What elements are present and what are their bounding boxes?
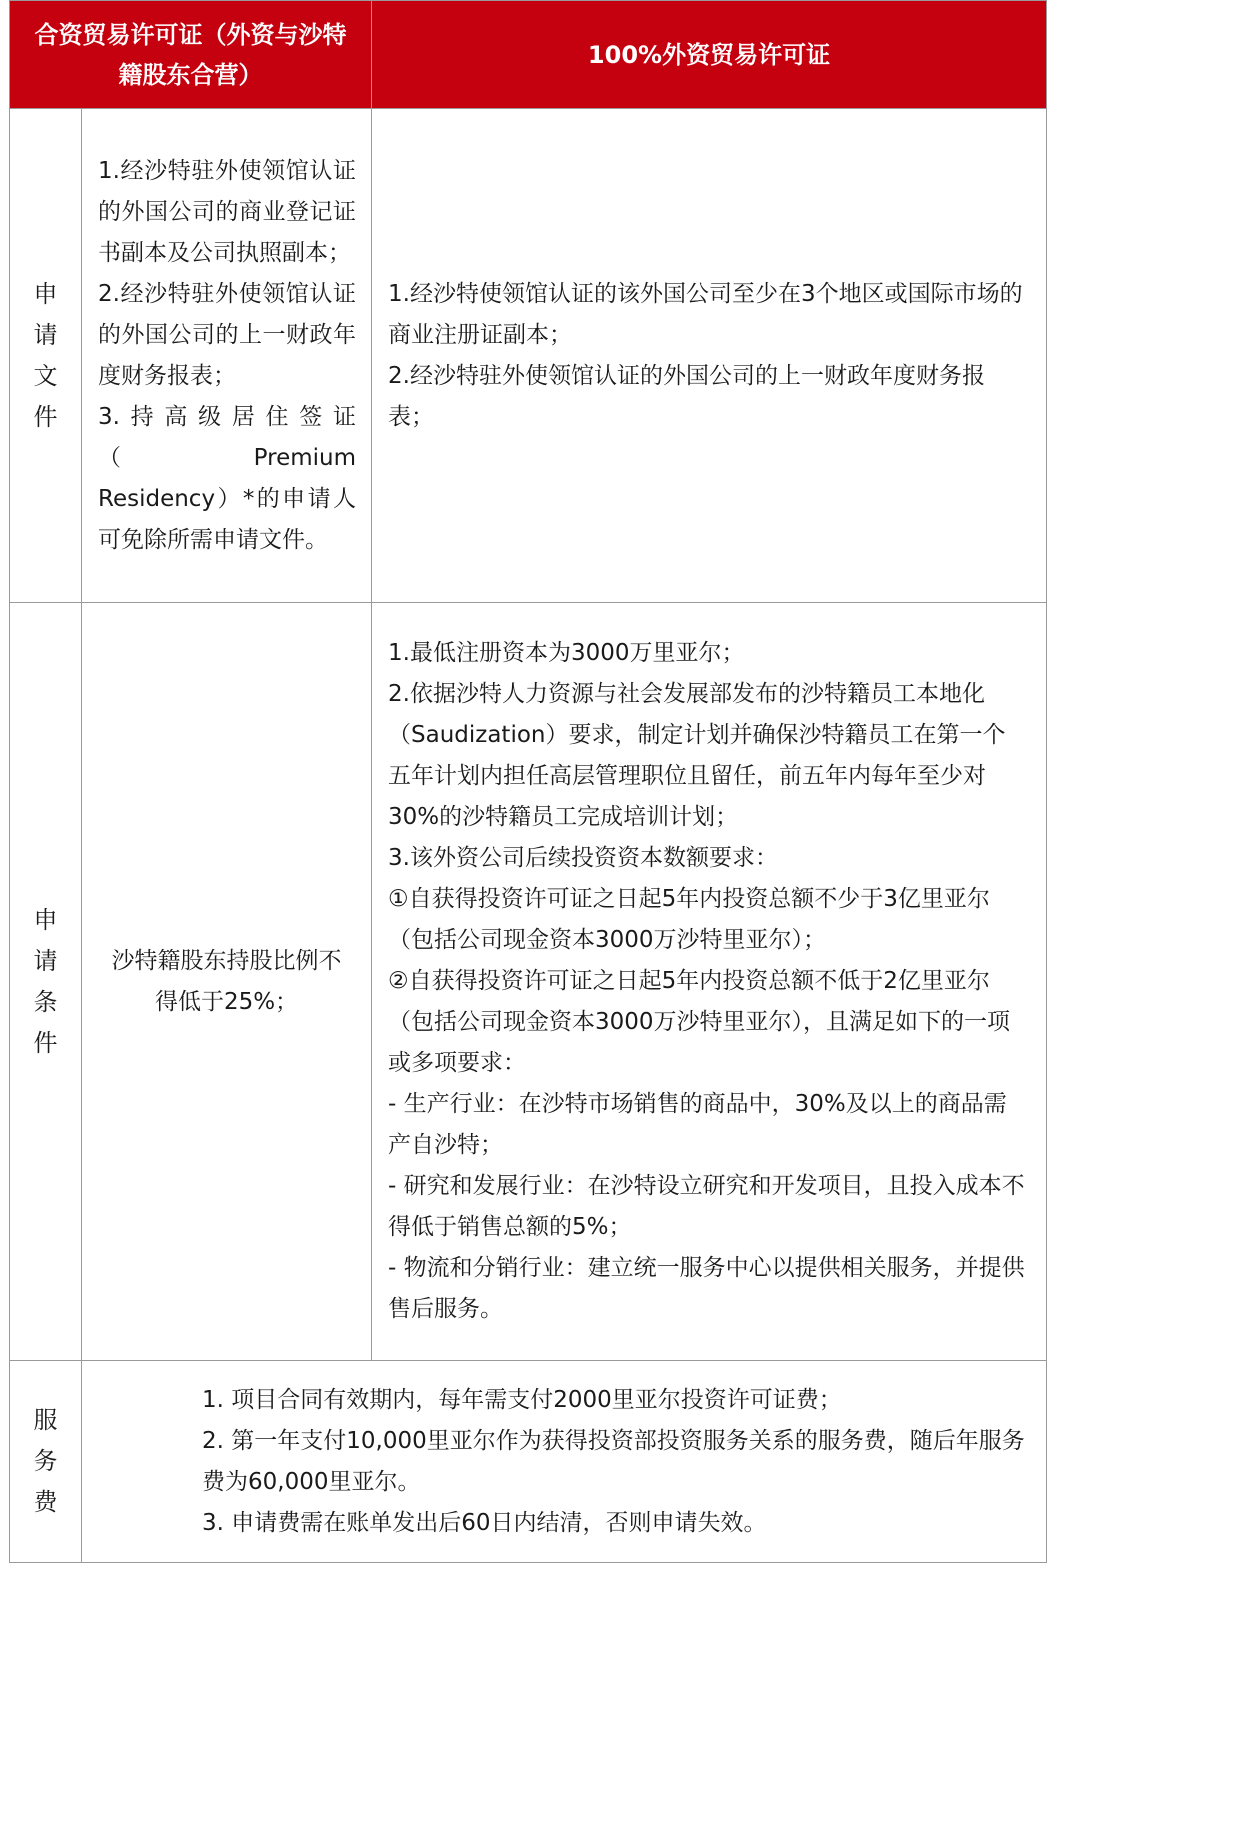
list-item: ②自获得投资许可证之日起5年内投资总额不低于2亿里亚尔（包括公司现金资本3000万沙特里亚尔），且满足如下的一项或多项要求：: [388, 968, 1011, 1076]
label-char: 务: [33, 1447, 58, 1475]
list-item: 1.经沙特驻外使领馆认证的外国公司的商业登记证书副本及公司执照副本；: [98, 157, 356, 266]
foreign-conditions-cell: [372, 603, 1047, 1361]
fees-cell: [82, 1361, 1047, 1563]
label-char: 申: [33, 905, 58, 934]
row-label-conditions: [10, 603, 82, 1361]
list-item: 1. 项目合同有效期内，每年需支付2000里亚尔投资许可证费；: [202, 1386, 842, 1413]
label-char: 请: [33, 320, 58, 349]
label-char: 件: [33, 1028, 58, 1057]
list-item: 2.依据沙特人力资源与社会发展部发布的沙特籍员工本地化（Saudization）要求，制定计划并确保沙特籍员工在第一个五年计划内担任高层管理职位且留任，前五年内每年至少对30%的沙特籍员工完成培训计划；: [388, 681, 1006, 830]
label-char: 请: [33, 946, 58, 975]
label-char: 文: [33, 361, 58, 390]
row-fees: [10, 1361, 1047, 1563]
list-item: - 生产行业：在沙特市场销售的商品中，30%及以上的商品需产自沙特；: [388, 1091, 1007, 1158]
joint-conditions-cell: [82, 603, 372, 1361]
row-label-fees: [10, 1361, 82, 1563]
label-char: 条: [33, 987, 58, 1016]
list-item: 3.该外资公司后续投资资本数额要求：: [388, 845, 778, 871]
list-item: 1.最低注册资本为3000万里亚尔；: [388, 640, 745, 666]
row-label-documents: [10, 109, 82, 603]
list-item: 3. 申请费需在账单发出后60日内结清，否则申请失效。: [202, 1509, 767, 1536]
list-item: ①自获得投资许可证之日起5年内投资总额不少于3亿里亚尔（包括公司现金资本3000万沙特里亚尔）；: [388, 886, 990, 953]
header-foreign-owned: 100%外资贸易许可证: [372, 1, 1047, 109]
label-char: 申: [33, 279, 58, 308]
header-joint-venture: 合资贸易许可证（外资与沙特籍股东合营）: [10, 1, 372, 109]
list-item: 3.持高级居住签证（Premium Residency）*的申请人可免除所需申请文件。: [98, 403, 356, 553]
label-char: 服: [33, 1406, 58, 1434]
list-item: 2. 第一年支付10,000里亚尔作为获得投资部投资服务关系的服务费，随后年服务费为60,000里亚尔。: [202, 1427, 1025, 1495]
list-item: 1.经沙特使领馆认证的该外国公司至少在3个地区或国际市场的商业注册证副本；: [388, 280, 1023, 348]
row-conditions: [10, 603, 1047, 1361]
condition-text: 沙特籍股东持股比例不得低于25%；: [111, 947, 342, 1015]
row-documents: [10, 109, 1047, 603]
list-item: - 物流和分销行业：建立统一服务中心以提供相关服务，并提供售后服务。: [388, 1255, 1025, 1322]
list-item: - 研究和发展行业：在沙特设立研究和开发项目，且投入成本不得低于销售总额的5%；: [388, 1173, 1025, 1240]
label-char: 件: [33, 402, 58, 431]
permit-comparison-table: [9, 0, 1047, 1563]
foreign-documents-cell: [372, 109, 1047, 603]
header-row: [10, 1, 1047, 109]
label-char: 费: [33, 1488, 58, 1516]
list-item: 2.经沙特驻外使领馆认证的外国公司的上一财政年度财务报表；: [388, 362, 985, 430]
list-item: 2.经沙特驻外使领馆认证的外国公司的上一财政年度财务报表；: [98, 280, 356, 389]
joint-documents-cell: [82, 109, 372, 603]
